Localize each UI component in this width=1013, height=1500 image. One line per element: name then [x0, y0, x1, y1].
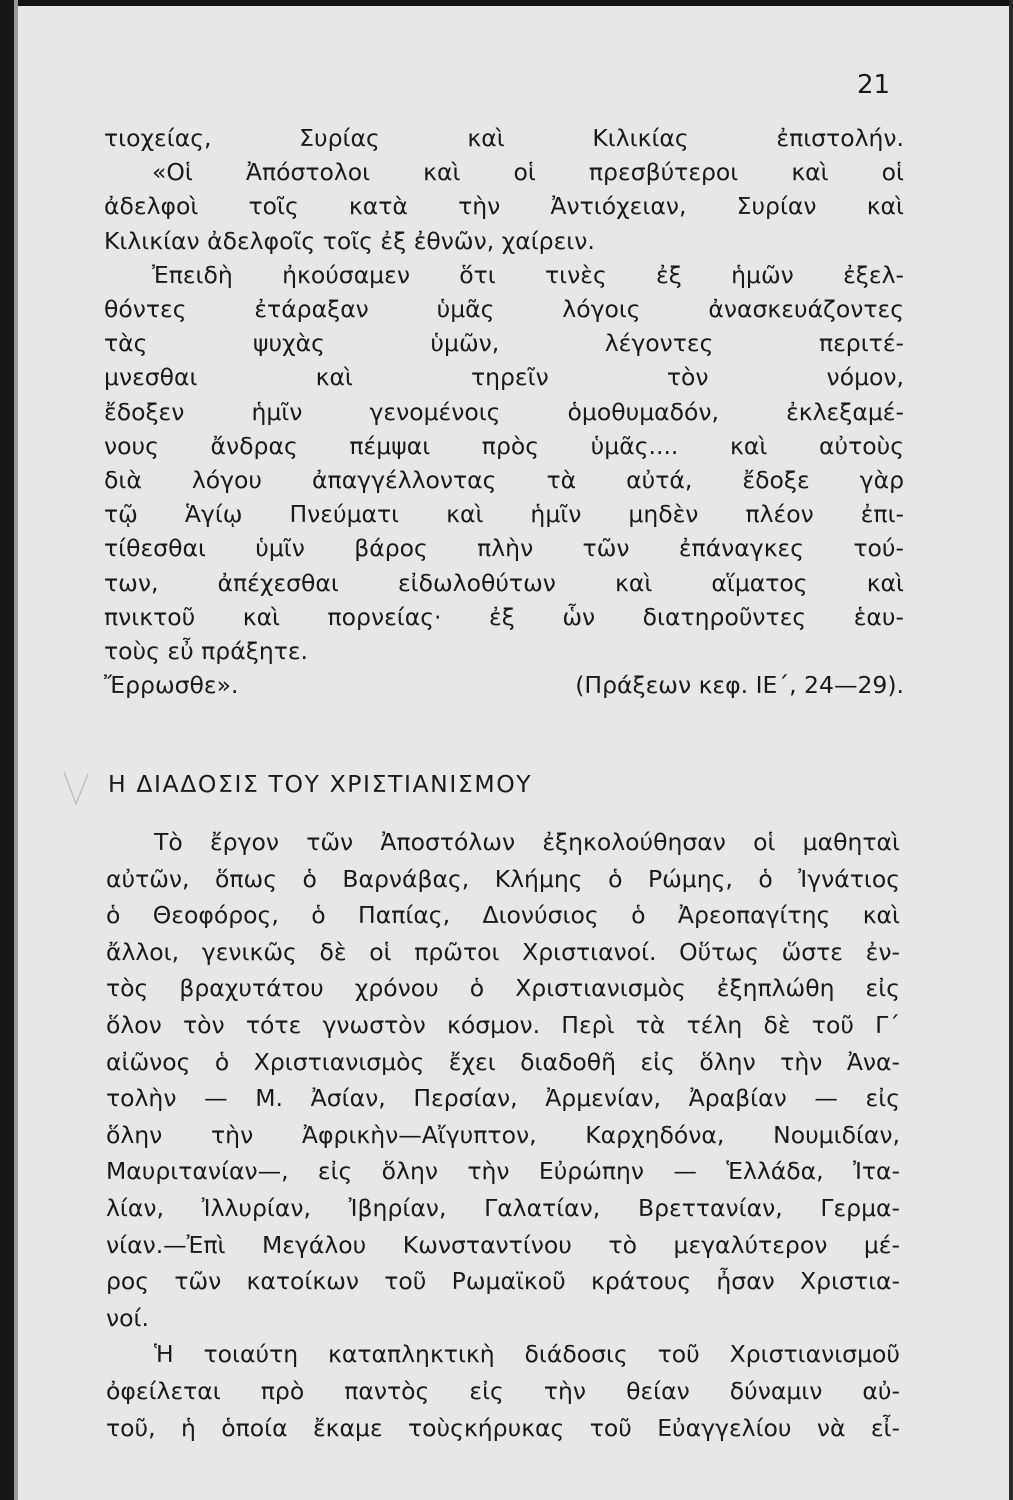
text-line: λίαν, Ἰλλυρίαν, Ἰβηρίαν, Γαλατίαν, Βρεττανίαν, Γερμα- [106, 1193, 900, 1222]
section-body [106, 824, 900, 1446]
text-line: Ἐπειδὴ ἠκούσαμεν ὅτι τινὲς ἐξ ἡμῶν ἐξελ- [152, 260, 904, 289]
letter-closing: Ἔρρωσθε». [104, 671, 239, 700]
text-line: αἰῶνος ὁ Χριστιανισμὸς ἔχει διαδοθῆ εἰς ὅλην τὴν Ἀνα- [106, 1047, 900, 1076]
text-line: πνικτοῦ καὶ πορνείας· ἐξ ὧν διατηροῦντες ἑαυ- [104, 602, 904, 631]
text-line: διὰ λόγου ἀπαγγέλλοντας τὰ αὐτά, ἔδοξε γὰρ [104, 466, 904, 495]
text-line: Κιλικίαν ἀδελφοῖς τοῖς ἐξ ἐθνῶν, χαίρειν. [104, 226, 595, 255]
text-line: αὐτῶν, ὅπως ὁ Βαρνάβας, Κλήμης ὁ Ρώμης, ὁ Ἰγνάτιος [106, 864, 900, 893]
scan-top-edge [0, 0, 1013, 6]
text-line: ρος τῶν κατοίκων τοῦ Ρωμαϊκοῦ κράτους ἦσαν Χριστια- [106, 1267, 900, 1296]
pencil-mark [62, 768, 92, 808]
section-heading: Η ΔΙΑΔΟΣΙΣ ΤΟΥ ΧΡΙΣΤΙΑΝΙΣΜΟΥ [108, 770, 533, 798]
text-line: «Οἱ Ἀπόστολοι καὶ οἱ πρεσβύτεροι καὶ οἱ [152, 158, 904, 187]
text-line: τὸς βραχυτάτου χρόνου ὁ Χριστιανισμὸς ἐξηπλώθη εἰς [106, 974, 900, 1003]
text-line: ἀδελφοὶ τοῖς κατὰ τὴν Ἀντιόχειαν, Συρίαν καὶ [104, 192, 904, 221]
text-line: ὁ Θεοφόρος, ὁ Παπίας, Διονύσιος ὁ Ἀρεοπαγίτης καὶ [106, 901, 900, 930]
citation: (Πράξεων κεφ. ΙΕ΄, 24—29). [575, 671, 904, 700]
text-line: ἄλλοι, γενικῶς δὲ οἱ πρῶτοι Χριστιανοί. Οὕτως ὥστε ἐν- [106, 937, 900, 966]
text-line: τιοχείας, Συρίας καὶ Κιλικίας ἐπιστολήν. [104, 124, 904, 152]
text-line: τοὺς εὖ πράξητε. [104, 637, 309, 666]
text-line: θόντες ἐτάραξαν ὑμᾶς λόγοις ἀνασκευάζοντες [104, 295, 904, 324]
text-line: Μαυριτανίαν—, εἰς ὅλην τὴν Εὐρώπην — Ἑλλάδα, Ἰτα- [106, 1157, 900, 1186]
text-line: Ἡ τοιαύτη καταπληκτικὴ διάδοσις τοῦ Χριστιανισμοῦ [154, 1340, 900, 1369]
text-line: μνεσθαι καὶ τηρεῖν τὸν νόμον, [104, 363, 904, 392]
text-line: τολὴν — Μ. Ἀσίαν, Περσίαν, Ἀρμενίαν, Ἀραβίαν — εἰς [106, 1084, 900, 1113]
text-line: νους ἄνδρας πέμψαι πρὸς ὑμᾶς.... καὶ αὐτοὺς [104, 431, 904, 460]
text-line: νοί. [106, 1303, 149, 1332]
text-line: τὰς ψυχὰς ὑμῶν, λέγοντες περιτέ- [104, 329, 904, 358]
text-line: ὀφείλεται πρὸ παντὸς εἰς τὴν θείαν δύναμιν αὐ- [106, 1376, 900, 1405]
text-line: ἔδοξεν ἡμῖν γενομένοις ὁμοθυμαδόν, ἐκλεξαμέ- [104, 397, 904, 426]
scan-binding-edge [0, 0, 14, 1500]
text-line: ὅλον τὸν τότε γνωστὸν κόσμον. Περὶ τὰ τέλη δὲ τοῦ Γ΄ [106, 1010, 900, 1039]
text-line: των, ἀπέχεσθαι εἰδωλοθύτων καὶ αἵματος καὶ [104, 568, 904, 597]
text-line: τίθεσθαι ὑμῖν βάρος πλὴν τῶν ἐπάναγκες τού- [104, 534, 904, 563]
scan-right-edge [1009, 0, 1013, 1500]
scan-binding-shadow [14, 0, 18, 1500]
text-line: τῷ Ἁγίῳ Πνεύματι καὶ ἡμῖν μηδὲν πλέον ἐπι- [104, 500, 904, 529]
text-line: Τὸ ἔργον τῶν Ἀποστόλων ἐξηκολούθησαν οἱ μαθηταὶ [154, 828, 900, 856]
text-line: ὅλην τὴν Ἀφρικὴν—Αἴγυπτον, Καρχηδόνα, Νουμιδίαν, [106, 1120, 900, 1149]
text-line: νίαν.—Ἐπὶ Μεγάλου Κωνσταντίνου τὸ μεγαλύτερον μέ- [106, 1230, 900, 1259]
page-number: 21 [857, 70, 891, 100]
text-line: τοῦ, ἡ ὁποία ἔκαμε τοὺςκήρυκας τοῦ Εὐαγγελίου νὰ εἶ- [106, 1413, 900, 1442]
closing-line [104, 668, 904, 702]
letter-text [104, 121, 904, 702]
